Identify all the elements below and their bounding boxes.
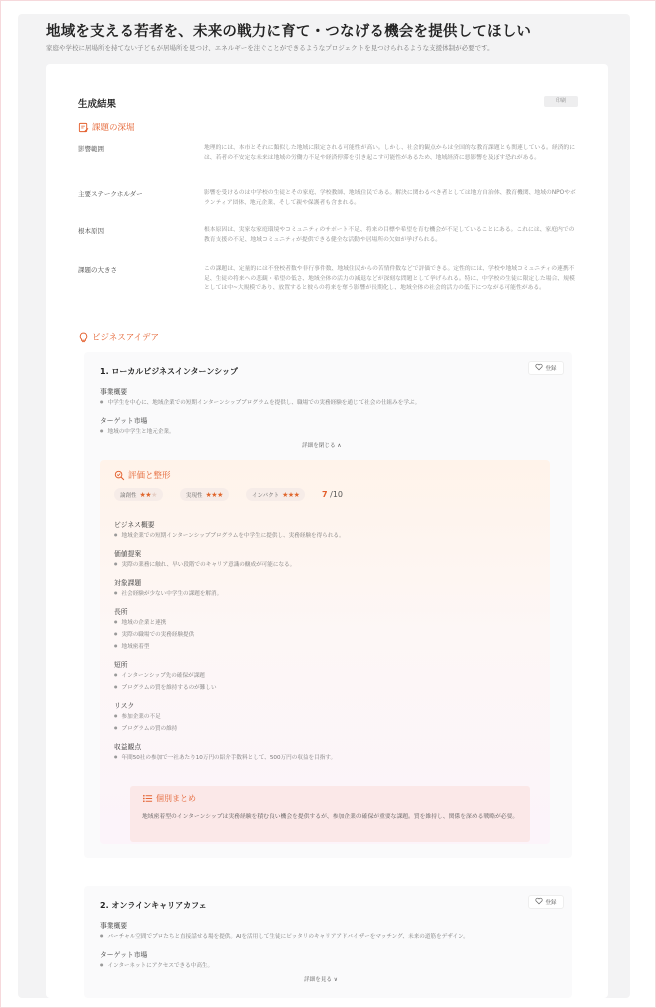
rating-stars: ★★★ xyxy=(139,490,157,499)
idea-title: 2. オンラインキャリアカフェ xyxy=(100,901,207,910)
evaluation-heading xyxy=(114,469,171,481)
problem-heading-label: 課題の深堀 xyxy=(92,123,135,133)
eval-bullet: ● 実際の業務に触れ、早い段階でのキャリア意識の醸成が可能になる。 xyxy=(114,560,295,568)
page-subtitle: 家庭や学校に居場所を持てない子どもが居場所を見つけ、エネルギーを注ぐことができるようなプロジェクトを見つけられるような支援体制が必要です。 xyxy=(46,44,494,52)
problem-row-label: 課題の大きさ xyxy=(78,266,117,274)
result-title: 生成結果 xyxy=(78,99,117,110)
eval-section-heading: 対象課題 xyxy=(114,579,142,587)
eval-section-heading: 短所 xyxy=(114,661,128,669)
eval-bullet: ● 年間50社の参加で一社あたり10万円の紹介手数料として、500万円の収益を目指す。 xyxy=(114,753,336,761)
result-card xyxy=(46,64,608,998)
eval-bullet: ● 参加企業の不足 xyxy=(114,712,161,720)
problem-row-label: 主要ステークホルダー xyxy=(78,190,143,198)
eval-bullet: ● 社会経験が少ない中学生の課題を解消。 xyxy=(114,589,222,597)
target-heading: ターゲット市場 xyxy=(100,951,148,959)
eval-bullet: ● インターンシップ先の確保が課題 xyxy=(114,671,205,679)
heart-icon xyxy=(535,897,543,907)
problem-row-label: 影響範囲 xyxy=(78,145,104,153)
overview-text: ● 中学生を中心に、地域企業での短期インターンシッププログラムを提供し、職場での実務経験を通じて社会の仕組みを学ぶ。 xyxy=(100,398,420,406)
problem-row-text: 地理的には、本市とそれに類似した地域に限定される可能性が高い。しかし、社会的観点からは全国的な教育課題とも関連している。経済的には、若者の不安定な未来は地域の労働力不足や経済停滞を引き起こす可能性があるため、地域経済に悪影響を及ぼす恐れがある。 xyxy=(204,145,576,161)
ideas-heading xyxy=(78,331,159,343)
problem-row-text: 影響を受けるのは中学校の生徒とその家庭、学校教師、地域住民である。解決に関わるべき者としては地方自治体、教育機関、地域のNPOやボランティア団体、地元企業、そして親や保護者も含まれる。 xyxy=(204,190,576,206)
evaluation-heading-label: 評価と整形 xyxy=(128,471,171,481)
ideas-heading-label: ビジネスアイデア xyxy=(92,333,159,343)
eval-section-heading: 収益観点 xyxy=(114,743,142,751)
target-text: ● 地域の中学生と地元企業。 xyxy=(100,427,175,435)
check-search-icon xyxy=(114,470,125,481)
list-icon xyxy=(142,793,153,804)
page-title: 地域を支える若者を、未来の戦力に育て・つなげる機会を提供してほしい xyxy=(46,24,532,40)
overview-text: ● バーチャル空間でプロたちと直接話せる場を提供。AIを活用して生徒にピッタリのキャリアアドバイザーをマッチング、未来の道筋をデザイン。 xyxy=(100,932,469,940)
eval-bullet: ● プログラムの質の維持 xyxy=(114,724,177,732)
eval-section-heading: ビジネス概要 xyxy=(114,521,155,529)
evaluation-panel xyxy=(100,460,550,844)
heart-icon xyxy=(535,363,543,373)
eval-bullet: ● 地域の企業と連携 xyxy=(114,618,166,626)
problem-heading xyxy=(78,121,135,133)
score-value: 7 xyxy=(322,490,328,499)
document-edit-icon xyxy=(78,122,89,133)
problem-row-text: 根本原因は、実家な家庭環境やコミュニティのサポート不足、将来の目標や希望を育む機会が不足していることにある。これには、家庭内での教育支援の不足、地域コミュニティが提供できる健全な活動や居場所の欠如が挙げられる。 xyxy=(204,227,575,243)
eval-section-heading: リスク xyxy=(114,702,135,710)
eval-bullet: ● 実際の職場での実務経験提供 xyxy=(114,630,194,638)
eval-bullet: ● プログラムの質を維持するのが難しい xyxy=(114,683,217,691)
score-max: /10 xyxy=(327,490,343,499)
idea-card xyxy=(84,352,572,858)
print-button[interactable]: 印刷 xyxy=(544,96,578,107)
problem-row-text: この課題は、定量的には不登校者数や非行事件数、地域住民からの苦情件数などで評価できる。定性的には、学校や地域コミュニティの連携不足、生徒の将来への悲観・希望の低さ、地域全体の活力の減退などが深刻な問題として挙げられる。特に、中学校の生徒に限定した場合、規模としては中~大規模であり、放置すると彼らの将来を奪う影響が長期化し、地域全体の社会的活力の低下につながる可能性がある。 xyxy=(204,266,575,291)
target-heading: ターゲット市場 xyxy=(100,417,148,425)
eval-bullet: ● 地域密着型 xyxy=(114,642,149,650)
expand-details-toggle[interactable]: 詳細を見る ∨ xyxy=(304,977,338,983)
problem-row-label: 根本原因 xyxy=(78,227,104,235)
summary-heading xyxy=(142,793,196,804)
target-text: ● インターネットにアクセスできる中高生。 xyxy=(100,961,213,969)
eval-section-heading: 価値提案 xyxy=(114,550,142,558)
register-button[interactable] xyxy=(528,895,564,909)
idea-card xyxy=(84,886,572,998)
individual-summary xyxy=(130,786,530,842)
eval-section-heading: 長所 xyxy=(114,608,128,616)
lightbulb-icon xyxy=(78,332,89,343)
rating-label: 論創性 xyxy=(120,492,137,499)
rating-stars: ★★★ xyxy=(205,490,223,499)
rating-badge xyxy=(246,488,305,501)
register-button[interactable] xyxy=(528,361,564,375)
register-label: 登録 xyxy=(545,366,557,372)
eval-bullet: ● 地域企業での短期インターンシッププログラムを中学生に提供し、実務経験を得られる。 xyxy=(114,531,345,539)
total-score xyxy=(322,490,343,499)
rating-badge xyxy=(114,488,163,501)
overview-heading: 事業概要 xyxy=(100,922,128,930)
summary-text: 地域密着型のインターンシップは実務経験を積む良い機会を提供するが、参加企業の確保が重要な課題。質を維持し、関係を深める戦略が必要。 xyxy=(142,814,519,820)
collapse-details-toggle[interactable]: 詳細を閉じる ∧ xyxy=(302,443,342,449)
summary-heading-label: 個別まとめ xyxy=(156,794,196,803)
rating-label: インパクト xyxy=(252,492,280,499)
register-label: 登録 xyxy=(545,900,557,906)
rating-stars: ★★★ xyxy=(282,490,300,499)
overview-heading: 事業概要 xyxy=(100,388,128,396)
rating-label: 実現性 xyxy=(186,492,203,499)
rating-badge xyxy=(180,488,229,501)
idea-title: 1. ローカルビジネスインターンシップ xyxy=(100,367,238,376)
